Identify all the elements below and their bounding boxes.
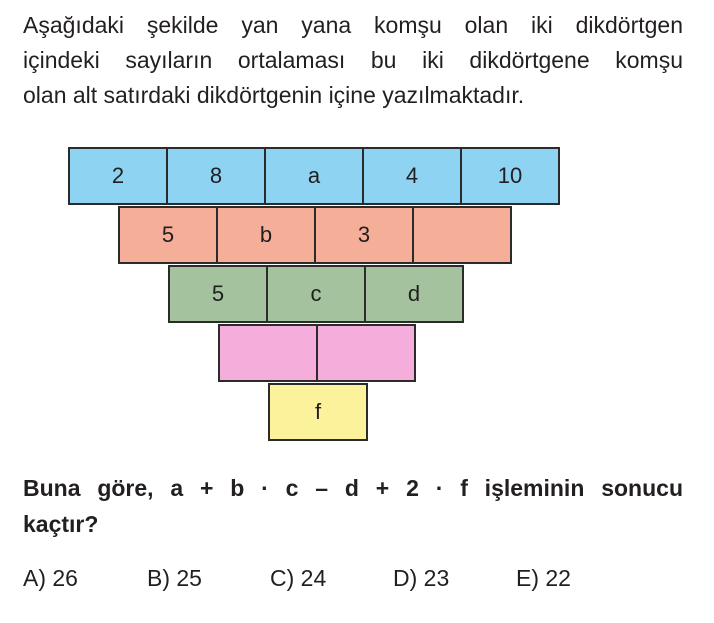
pyramid-row-3 [168, 265, 464, 323]
pyramid-cell: 5 [168, 265, 268, 323]
question-text [23, 470, 683, 542]
option-d[interactable]: D) 23 [393, 565, 450, 591]
pyramid-cell: 4 [362, 147, 462, 205]
problem-line-2: içindeki sayıların ortalaması bu iki dikdörtgene komşu [23, 47, 683, 73]
pyramid-cell: f [268, 383, 368, 441]
problem-statement [23, 8, 683, 113]
pyramid-cell: d [364, 265, 464, 323]
pyramid-row-5 [268, 383, 368, 441]
pyramid-cell: b [216, 206, 316, 264]
question-line-1: Buna göre, a + b · c – d + 2 · f işleminin sonucu [23, 475, 683, 501]
pyramid-cell: 8 [166, 147, 266, 205]
problem-line-1: Aşağıdaki şekilde yan yana komşu olan iki dikdörtgen [23, 12, 683, 38]
problem-line-3: olan alt satırdaki dikdörtgenin içine yazılmaktadır. [23, 82, 525, 108]
pyramid-cell: 5 [118, 206, 218, 264]
question-line-2: kaçtır? [23, 511, 99, 537]
pyramid-cell: a [264, 147, 364, 205]
pyramid-cell [316, 324, 416, 382]
option-e[interactable]: E) 22 [516, 565, 571, 591]
pyramid-cell: 3 [314, 206, 414, 264]
option-a[interactable]: A) 26 [23, 565, 78, 591]
option-b[interactable]: B) 25 [147, 565, 202, 591]
option-c[interactable]: C) 24 [270, 565, 327, 591]
pyramid-row-1 [68, 147, 560, 205]
pyramid-row-4 [218, 324, 416, 382]
pyramid-cell: c [266, 265, 366, 323]
pyramid-cell [412, 206, 512, 264]
pyramid-cell: 10 [460, 147, 560, 205]
pyramid-cell [218, 324, 318, 382]
pyramid-cell: 2 [68, 147, 168, 205]
pyramid-row-2 [118, 206, 512, 264]
